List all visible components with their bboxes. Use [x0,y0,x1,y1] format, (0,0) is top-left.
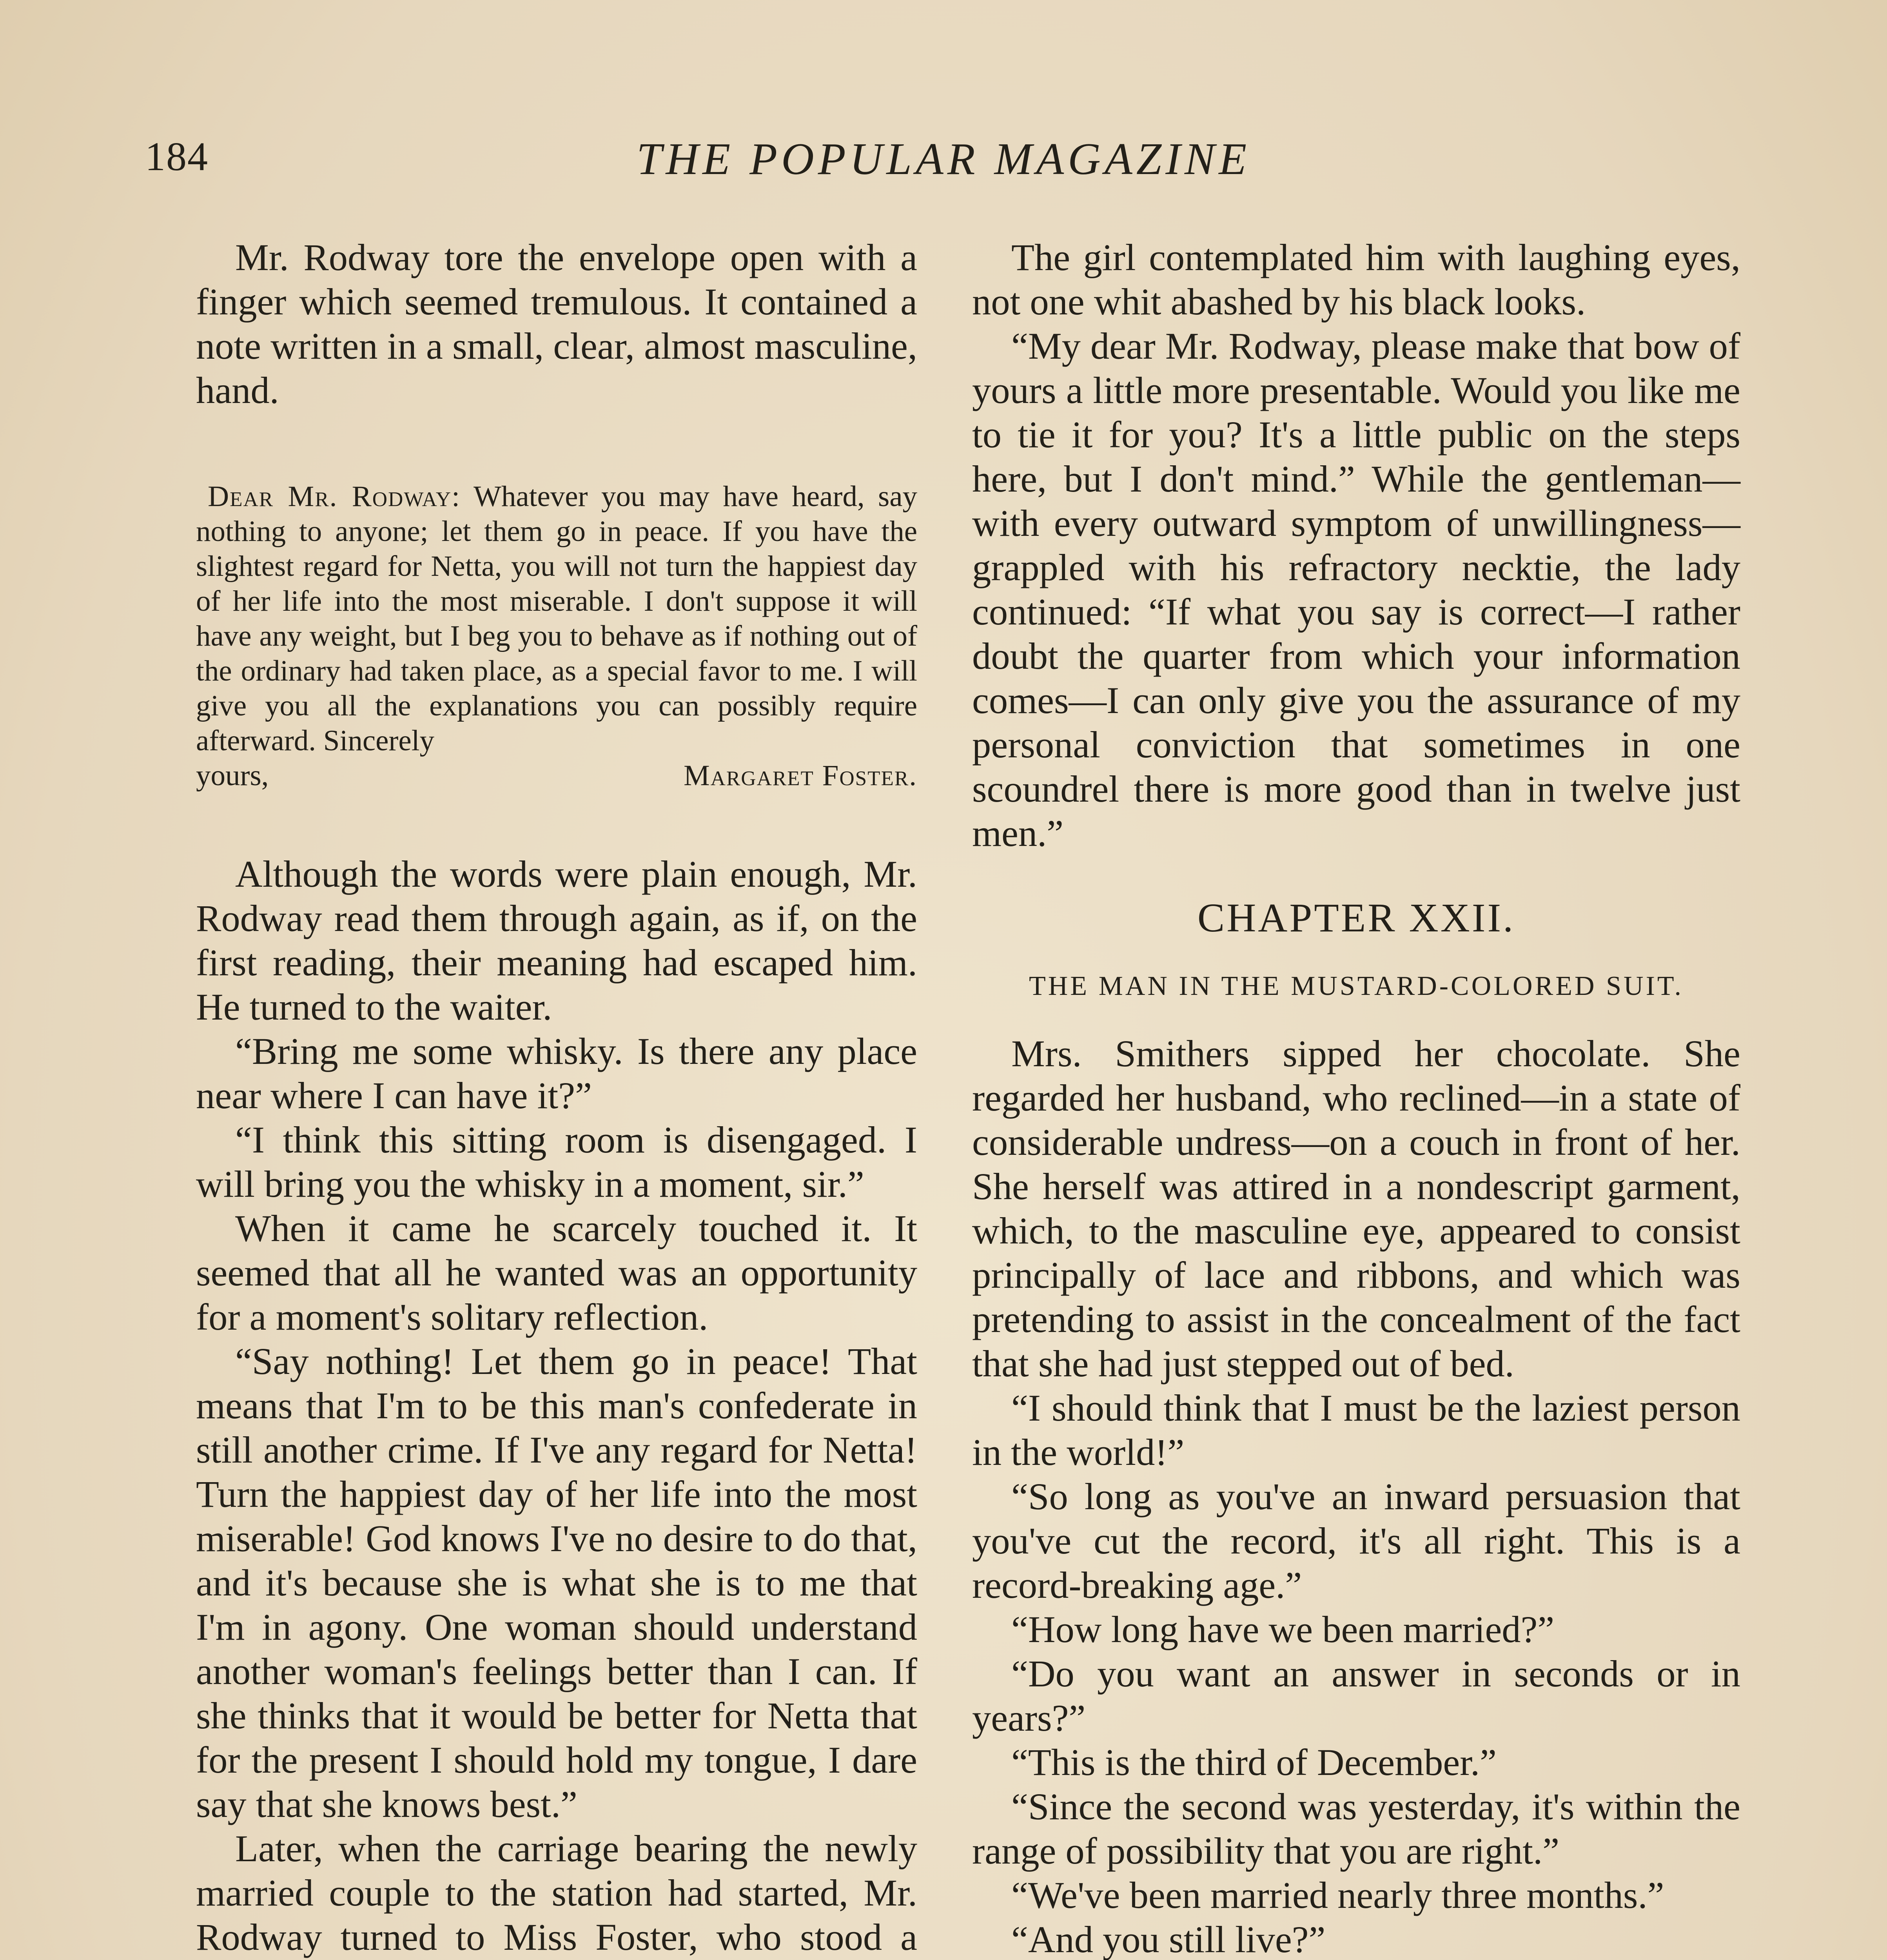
paragraph: When it came he scarcely touched it. It seemed that all he wanted was an opportunity for a moment's solitary reflection. [196,1207,917,1338]
chapter-title: CHAPTER XXII. [1197,895,1515,940]
paragraph: “I should think that I must be the laziest person in the world!” [972,1387,1740,1473]
paragraph: “Bring me some whisky. Is there any place near where I can have it?” [196,1030,917,1116]
letter-closing: yours, [196,759,269,792]
paragraph: “My dear Mr. Rodway, please make that bow of yours a little more presentable. Would you like me to tie it for you? It's a little public on the steps here, but I don't mind.” While the gentleman—with every outward symptom of unwillingness—grappled with his refractory necktie, the lady continued: “If what you say is correct—I rather doubt the quarter from which your information comes—I can only give you the assurance of my personal conviction that sometimes in one scoundrel there is more good than in twelve just men.” [972,325,1740,854]
chapter-subtitle: THE MAN IN THE MUSTARD-COLORED SUIT. [1029,971,1684,1001]
intro-paragraph: Mr. Rodway tore the envelope open with a finger which seemed tremulous. It contained a note written in a small, clear, almost masculine, hand. [196,236,917,411]
letter-salutation: Dear Mr. Rodway: [208,480,461,513]
magazine-title: THE POPULAR MAGAZINE [636,134,1251,184]
page-header [0,133,1887,192]
letter-signoff [196,758,917,793]
paragraph: “Do you want an answer in seconds or in years?” [972,1653,1740,1739]
paragraph: Although the words were plain enough, Mr. Rodway read them through again, as if, on the first reading, their meaning had escaped him. He turned to the waiter. [196,853,917,1028]
left-column [196,235,917,1960]
paragraph: “We've been married nearly three months.” [1011,1874,1664,1916]
paragraph: “How long have we been married?” [1011,1608,1555,1650]
letter-block [196,479,917,793]
letter-body: Whatever you may have heard, say nothing to anyone; let them go in peace. If you have the slightest regard for Netta, you will not turn the happiest day of her life into the most miserable. I don't suppose it will have any weight, but I beg you to behave as if nothing out of the ordinary had taken place, as a special favor to me. I will give you all the explanations you can possibly require afterward. Sincerely [196,480,917,757]
right-column [972,235,1740,1960]
paragraph: Later, when the carriage bearing the newly married couple to the station had started, Mr. Rodway turned to Miss Foster, who stood a [196,1828,917,1958]
paragraph: “And you still live?” [1011,1918,1326,1960]
paragraph: Mrs. Smithers sipped her chocolate. She regarded her husband, who reclined—in a state of considerable undress—on a couch in front of her. She herself was attired in a nondescript garment, which, to the masculine eye, appeared to consist principally of lace and ribbons, and which was pretending to assist in the concealment of the fact that she had just stepped out of bed. [972,1033,1740,1385]
page-number: 184 [145,134,209,179]
paragraph: “So long as you've an inward persuasion that you've cut the record, it's all right. This is a record-breaking age.” [972,1475,1740,1606]
letter-signature: Margaret Foster. [683,759,917,792]
paragraph: “Say nothing! Let them go in peace! That means that I'm to be this man's confederate in still another crime. If I've any regard for Netta! Turn the happiest day of her life into the most miserable! God knows I've no desire to do that, and it's because she is what she is to me that I'm in agony. One woman should understand another woman's feelings better than I can. If she thinks that it would be better for Netta that for the present I should hold my tongue, I dare say that she knows best.” [196,1340,917,1825]
paragraph: “Since the second was yesterday, it's within the range of possibility that you are right.” [972,1786,1740,1872]
paragraph: The girl contemplated him with laughing eyes, not one whit abashed by his black looks. [972,236,1740,323]
paragraph: “I think this sitting room is disengaged. I will bring you the whisky in a moment, sir.” [196,1119,917,1205]
paragraph: “This is the third of December.” [1011,1741,1497,1783]
